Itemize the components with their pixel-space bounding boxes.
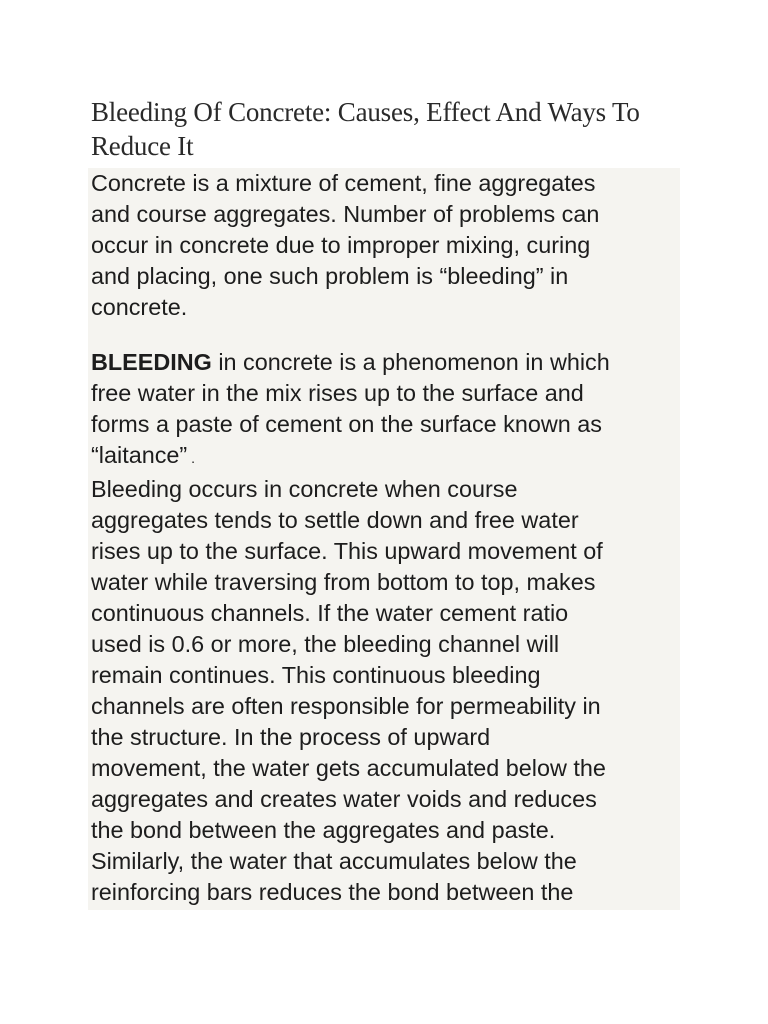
definition-text: in concrete is a phenomenon in which free water in the mix rises up to the surface and forms a paste of cement on the surface known as “laitance” <box>91 349 610 468</box>
body-text-block <box>88 168 680 910</box>
intro-paragraph: Concrete is a mixture of cement, fine aggregates and course aggregates. Number of problems can occur in concrete due to improper mixing, curing and placing, one such problem is “bleeding” in concrete. <box>91 170 600 320</box>
bleeding-term: BLEEDING <box>91 349 212 375</box>
definition-end: . <box>187 450 195 466</box>
explanation-paragraph: Bleeding occurs in concrete when course aggregates tends to settle down and free water rises up to the surface. This upward movement of water while traversing from bottom to top, makes continuous channels. If the water cement ratio used is 0.6 or more, the bleeding channel will remain continues. This continuous bleeding channels are often responsible for permeability in the structure. In the process of upward movement, the water gets accumulated below the aggregates and creates water voids and reduces the bond between the aggregates and paste. Similarly, the water that accumulates below the reinforcing bars reduces the bond between the <box>91 476 606 905</box>
definition-paragraph <box>91 347 680 474</box>
document-title: Bleeding Of Concrete: Causes, Effect And Ways To Reduce It <box>91 97 640 161</box>
